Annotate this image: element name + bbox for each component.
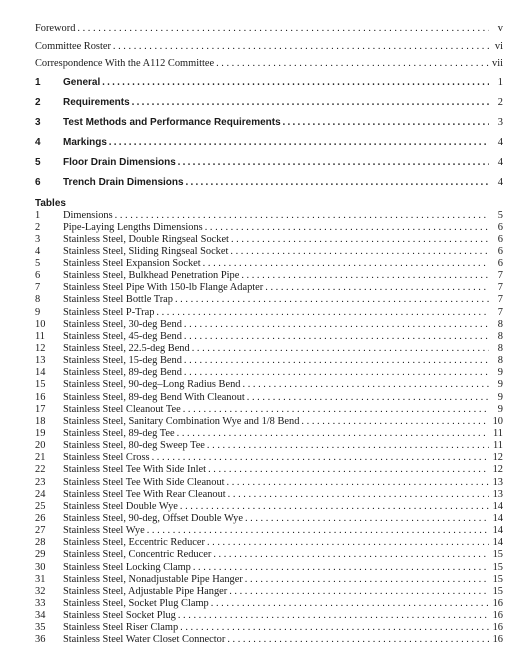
entry-number: 3 xyxy=(35,116,41,128)
entry-number: 2 xyxy=(35,221,41,233)
dot-leader xyxy=(183,404,489,416)
dot-leader xyxy=(203,258,489,270)
table-entry[interactable] xyxy=(35,222,503,234)
dot-leader xyxy=(115,210,489,222)
entry-title: Dimensions xyxy=(63,209,113,221)
entry-number: 3 xyxy=(35,233,41,245)
entry-page-number: 5 xyxy=(497,209,503,221)
sections-list xyxy=(35,73,503,193)
table-entry[interactable] xyxy=(35,598,503,610)
table-entry[interactable] xyxy=(35,294,503,306)
dot-leader xyxy=(227,634,489,646)
entry-number: 4 xyxy=(35,136,41,148)
entry-title: Requirements xyxy=(63,96,130,108)
entry-page-number: 11 xyxy=(492,428,503,440)
table-entry[interactable] xyxy=(35,416,503,428)
tables-list xyxy=(35,210,503,647)
entry-number: 21 xyxy=(35,452,46,464)
dot-leader xyxy=(228,489,489,501)
dot-leader xyxy=(245,513,489,525)
table-entry[interactable] xyxy=(35,610,503,622)
dot-leader xyxy=(193,562,489,574)
entry-title: Stainless Steel, 45-deg Bend xyxy=(63,330,182,342)
entry-title: Stainless Steel, Nonadjustable Pipe Hanger xyxy=(63,573,243,585)
entry-page-number: 14 xyxy=(492,513,503,525)
entry-title: Stainless Steel Bottle Trap xyxy=(63,294,173,306)
entry-number: 35 xyxy=(35,622,46,634)
entry-number: 22 xyxy=(35,464,46,476)
dot-leader xyxy=(177,428,489,440)
dot-leader xyxy=(241,270,489,282)
entry-title: Committee Roster xyxy=(35,40,111,52)
entry-title: Stainless Steel, 90-deg–Long Radius Bend xyxy=(63,379,241,391)
table-entry[interactable] xyxy=(35,549,503,561)
table-entry[interactable] xyxy=(35,634,503,646)
entry-page-number: vii xyxy=(492,58,503,69)
table-entry[interactable] xyxy=(35,452,503,464)
dot-leader xyxy=(186,173,489,193)
entry-title: Stainless Steel Riser Clamp xyxy=(63,622,179,634)
entry-page-number: 7 xyxy=(497,306,503,318)
dot-leader xyxy=(184,367,489,379)
section-entry[interactable] xyxy=(35,133,503,153)
dot-leader xyxy=(216,55,489,73)
entry-number: 13 xyxy=(35,355,46,367)
entry-page-number: 1 xyxy=(497,76,503,88)
entry-title: Stainless Steel Socket Plug xyxy=(63,610,176,622)
entry-page-number: 4 xyxy=(497,136,503,148)
entry-page-number: 12 xyxy=(492,464,503,476)
entry-title: Trench Drain Dimensions xyxy=(63,176,184,188)
entry-page-number: 13 xyxy=(492,488,503,500)
table-entry[interactable] xyxy=(35,331,503,343)
dot-leader xyxy=(301,416,489,428)
entry-number: 17 xyxy=(35,403,46,415)
entry-number: 30 xyxy=(35,561,46,573)
entry-title: Stainless Steel, 89-deg Bend With Cleanout xyxy=(63,391,245,403)
entry-title: Stainless Steel Pipe With 150-lb Flange Adapter xyxy=(63,282,264,294)
front-matter-entry[interactable] xyxy=(35,38,503,56)
entry-page-number: 16 xyxy=(492,622,503,634)
table-entry[interactable] xyxy=(35,440,503,452)
dot-leader xyxy=(178,610,489,622)
entry-number: 28 xyxy=(35,537,46,549)
entry-page-number: 4 xyxy=(497,156,503,168)
entry-title: Stainless Steel, Bulkhead Penetration Pipe xyxy=(63,270,240,282)
dot-leader xyxy=(205,222,489,234)
entry-title: Markings xyxy=(63,136,107,148)
dot-leader xyxy=(109,133,489,153)
entry-title: Foreword xyxy=(35,23,76,34)
entry-title: Stainless Steel Expansion Socket xyxy=(63,258,201,270)
table-entry[interactable] xyxy=(35,343,503,355)
entry-number: 6 xyxy=(35,176,41,188)
entry-title: Stainless Steel, 15-deg Bend xyxy=(63,355,182,367)
entry-title: Stainless Steel Tee With Rear Cleanout xyxy=(63,488,226,500)
table-entry[interactable] xyxy=(35,477,503,489)
entry-page-number: 7 xyxy=(497,270,503,282)
table-entry[interactable] xyxy=(35,270,503,282)
dot-leader xyxy=(208,464,489,476)
entry-title: Stainless Steel Cross xyxy=(63,452,150,464)
section-entry[interactable] xyxy=(35,73,503,93)
dot-leader xyxy=(230,246,489,258)
entry-number: 14 xyxy=(35,367,46,379)
table-entry[interactable] xyxy=(35,234,503,246)
entry-page-number: 3 xyxy=(497,116,503,128)
entry-number: 8 xyxy=(35,294,41,306)
table-entry[interactable] xyxy=(35,367,503,379)
entry-page-number: 7 xyxy=(497,282,503,294)
entry-title: Stainless Steel Wye xyxy=(63,525,145,537)
entry-page-number: 14 xyxy=(492,537,503,549)
entry-title: Stainless Steel Locking Clamp xyxy=(63,561,191,573)
entry-number: 15 xyxy=(35,379,46,391)
entry-number: 24 xyxy=(35,488,46,500)
entry-title: Stainless Steel Water Closet Connector xyxy=(63,634,226,646)
dot-leader xyxy=(227,477,489,489)
entry-title: Stainless Steel, Eccentric Reducer xyxy=(63,537,205,549)
entry-title: Stainless Steel Cleanout Tee xyxy=(63,403,181,415)
entry-title: Pipe-Laying Lengths Dimensions xyxy=(63,221,203,233)
entry-title: Correspondence With the A112 Committee xyxy=(35,58,215,69)
table-entry[interactable] xyxy=(35,574,503,586)
entry-number: 23 xyxy=(35,476,46,488)
entry-page-number: 6 xyxy=(497,245,503,257)
entry-page-number: 15 xyxy=(492,573,503,585)
entry-page-number: 4 xyxy=(497,176,503,188)
entry-title: Stainless Steel, Sanitary Combination Wye and 1/8 Bend xyxy=(63,415,300,427)
table-entry[interactable] xyxy=(35,622,503,634)
entry-number: 7 xyxy=(35,282,41,294)
entry-title: Floor Drain Dimensions xyxy=(63,156,176,168)
dot-leader xyxy=(207,537,489,549)
table-entry[interactable] xyxy=(35,513,503,525)
entry-number: 4 xyxy=(35,245,41,257)
dot-leader xyxy=(211,598,489,610)
entry-number: 12 xyxy=(35,343,46,355)
entry-title: Stainless Steel, 90-deg, Offset Double Wye xyxy=(63,513,243,525)
entry-page-number: 9 xyxy=(497,403,503,415)
table-entry[interactable] xyxy=(35,258,503,270)
table-entry[interactable] xyxy=(35,319,503,331)
table-entry[interactable] xyxy=(35,282,503,294)
table-entry[interactable] xyxy=(35,307,503,319)
entry-page-number: 14 xyxy=(492,525,503,537)
dot-leader xyxy=(180,501,489,513)
table-entry[interactable] xyxy=(35,464,503,476)
dot-leader xyxy=(178,153,489,173)
section-entry[interactable] xyxy=(35,93,503,113)
dot-leader xyxy=(184,355,489,367)
entry-number: 26 xyxy=(35,513,46,525)
entry-title: Stainless Steel, 22.5-deg Bend xyxy=(63,343,190,355)
table-entry[interactable] xyxy=(35,562,503,574)
entry-page-number: 8 xyxy=(497,355,503,367)
entry-title: Stainless Steel, Adjustable Pipe Hanger xyxy=(63,585,228,597)
dot-leader xyxy=(207,440,489,452)
dot-leader xyxy=(156,307,489,319)
entry-page-number: 10 xyxy=(492,415,503,427)
dot-leader xyxy=(192,343,489,355)
entry-number: 33 xyxy=(35,598,46,609)
entry-title: Stainless Steel, Socket Plug Clamp xyxy=(63,598,209,609)
dot-leader xyxy=(180,622,489,634)
front-matter-entry[interactable] xyxy=(35,20,503,38)
entry-number: 27 xyxy=(35,525,46,537)
table-entry[interactable] xyxy=(35,501,503,513)
entry-number: 29 xyxy=(35,549,46,561)
entry-number: 20 xyxy=(35,440,46,452)
table-entry[interactable] xyxy=(35,210,503,222)
entry-number: 1 xyxy=(35,209,41,221)
dot-leader xyxy=(113,38,489,56)
dot-leader xyxy=(245,574,489,586)
entry-page-number: 6 xyxy=(497,258,503,270)
entry-title: General xyxy=(63,76,101,88)
dot-leader xyxy=(283,113,489,133)
entry-page-number: 6 xyxy=(497,233,503,245)
entry-page-number: 14 xyxy=(492,500,503,512)
table-entry[interactable] xyxy=(35,525,503,537)
entry-number: 19 xyxy=(35,428,46,440)
entry-number: 16 xyxy=(35,391,46,403)
entry-number: 32 xyxy=(35,585,46,597)
entry-page-number: 16 xyxy=(492,598,503,609)
entry-number: 6 xyxy=(35,270,41,282)
dot-leader xyxy=(147,525,489,537)
entry-page-number: 15 xyxy=(492,585,503,597)
dot-leader xyxy=(152,452,489,464)
entry-title: Stainless Steel Tee With Side Cleanout xyxy=(63,476,225,488)
entry-page-number: 7 xyxy=(497,294,503,306)
dot-leader xyxy=(132,93,489,113)
entry-number: 2 xyxy=(35,96,41,108)
entry-number: 36 xyxy=(35,634,46,646)
section-entry[interactable] xyxy=(35,173,503,193)
entry-page-number: 2 xyxy=(497,96,503,108)
entry-title: Stainless Steel, Sliding Ringseal Socket xyxy=(63,245,229,257)
entry-page-number: v xyxy=(497,23,503,34)
entry-title: Stainless Steel P-Trap xyxy=(63,306,155,318)
entry-title: Stainless Steel Tee With Side Inlet xyxy=(63,464,207,476)
dot-leader xyxy=(184,331,489,343)
entry-number: 5 xyxy=(35,156,41,168)
section-entry[interactable] xyxy=(35,113,503,133)
section-entry[interactable] xyxy=(35,153,503,173)
entry-number: 10 xyxy=(35,318,46,330)
dot-leader xyxy=(213,549,489,561)
dot-leader xyxy=(77,20,489,38)
entry-title: Stainless Steel, 30-deg Bend xyxy=(63,318,182,330)
table-entry[interactable] xyxy=(35,428,503,440)
entry-title: Stainless Steel, 89-deg Bend xyxy=(63,367,182,379)
front-matter-list xyxy=(35,20,503,73)
dot-leader xyxy=(231,234,489,246)
table-entry[interactable] xyxy=(35,392,503,404)
entry-page-number: 11 xyxy=(492,440,503,452)
dot-leader xyxy=(265,282,489,294)
entry-page-number: 16 xyxy=(492,610,503,622)
table-entry[interactable] xyxy=(35,246,503,258)
entry-page-number: 15 xyxy=(492,561,503,573)
entry-page-number: 9 xyxy=(497,391,503,403)
table-entry[interactable] xyxy=(35,586,503,598)
entry-number: 5 xyxy=(35,258,41,270)
entry-page-number: 6 xyxy=(497,221,503,233)
entry-page-number: 16 xyxy=(492,634,503,646)
entry-page-number: 12 xyxy=(492,452,503,464)
table-entry[interactable] xyxy=(35,404,503,416)
dot-leader xyxy=(229,586,489,598)
entry-title: Stainless Steel, 89-deg Tee xyxy=(63,428,175,440)
entry-page-number: 13 xyxy=(492,476,503,488)
entry-number: 9 xyxy=(35,306,41,318)
entry-page-number: 8 xyxy=(497,330,503,342)
entry-title: Stainless Steel, Concentric Reducer xyxy=(63,549,212,561)
table-entry[interactable] xyxy=(35,355,503,367)
dot-leader xyxy=(175,294,489,306)
entry-title: Test Methods and Performance Requirements xyxy=(63,116,281,128)
table-entry[interactable] xyxy=(35,379,503,391)
entry-page-number: vi xyxy=(494,40,503,52)
entry-page-number: 15 xyxy=(492,549,503,561)
dot-leader xyxy=(243,379,490,391)
dot-leader xyxy=(184,319,489,331)
entry-number: 31 xyxy=(35,573,46,585)
front-matter-entry[interactable] xyxy=(35,55,503,73)
entry-title: Stainless Steel, Double Ringseal Socket xyxy=(63,233,229,245)
table-entry[interactable] xyxy=(35,489,503,501)
entry-number: 11 xyxy=(35,330,46,342)
entry-title: Stainless Steel, 80-deg Sweep Tee xyxy=(63,440,205,452)
entry-page-number: 8 xyxy=(497,318,503,330)
entry-page-number: 9 xyxy=(497,367,503,379)
entry-number: 1 xyxy=(35,76,41,88)
tables-heading: Tables xyxy=(35,197,66,209)
table-entry[interactable] xyxy=(35,537,503,549)
entry-number: 34 xyxy=(35,610,46,622)
entry-title: Stainless Steel Double Wye xyxy=(63,500,178,512)
entry-page-number: 8 xyxy=(497,343,503,355)
entry-number: 18 xyxy=(35,415,46,427)
dot-leader xyxy=(247,392,489,404)
entry-number: 25 xyxy=(35,500,46,512)
entry-page-number: 9 xyxy=(497,379,503,391)
dot-leader xyxy=(102,73,489,93)
